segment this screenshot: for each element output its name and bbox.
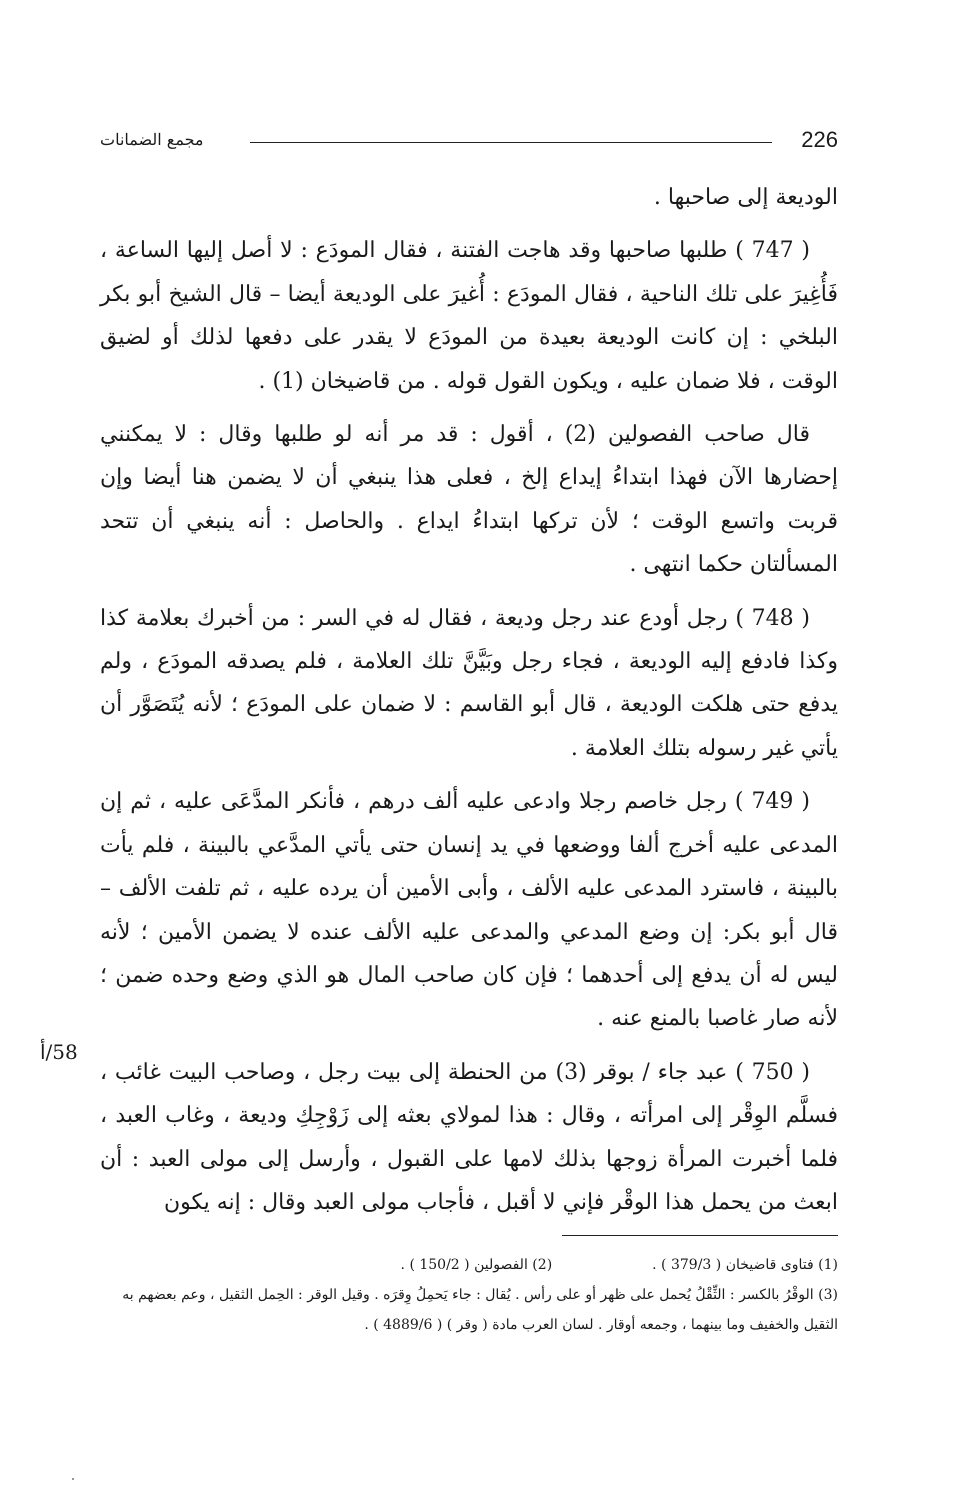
paragraph-continuation: الوديعة إلى صاحبها .	[653, 185, 838, 210]
footnote-row	[100, 1250, 838, 1280]
paragraph-749: ( 749 ) رجل خاصم رجلا وادعى عليه ألف درهم ، فأنكر المدَّعَى عليه ، ثم إن المدعى عليه أخرج ألفا ووضعها في يد إنسان حتى يأتي المدَّعي بالبينة ، فلم يأت بالبينة ، فاسترد المدعى عليه الألف ، وأبى الأمين أن يرده عليه ، ثم تلفت الألف – قال أبو بكر: إن وضع المدعي والمدعى عليه الألف عنده لا يضمن الأمين ؛ لأنه ليس له أن يدفع إلى أحدهما ؛ فإن كان صاحب المال هو الذي وضع وحده ضمن ؛ لأنه صار غاصبا بالمنع عنه .	[100, 789, 838, 1032]
page-number: 226	[801, 127, 838, 152]
header-rule	[250, 142, 772, 143]
paragraph-748: ( 748 ) رجل أودع عند رجل وديعة ، فقال له في السر : من أخبرك بعلامة كذا وكذا فادفع إليه الوديعة ، فجاء رجل وبَيَّنَّ تلك العلامة ، فلم يصدقه المودَع ، ولم يدفع حتى هلكت الوديعة ، قال أبو القاسم : لا ضمان على المودَع ؛ لأنه يُتَصَوَّر أن يأتي غير رسوله بتلك العلامة .	[100, 605, 838, 761]
body-text	[100, 176, 838, 1224]
footnote-2: (2) الفصولين ( 150/2 ) .	[400, 1257, 553, 1273]
paragraph-747: ( 747 ) طلبها صاحبها وقد هاجت الفتنة ، فقال المودَع : لا أصل إليها الساعة ، فَأُغِيرَ على تلك الناحية ، فقال المودَع : أُغيرَ على الوديعة أيضا – قال الشيخ أبو بكر البلخي : إن كانت الوديعة بعيدة من المودَع لا يقدر على دفعها لذلك أو لضيق الوقت ، فلا ضمان عليه ، ويكون القول قوله . من قاضيخان (1) .	[100, 238, 839, 394]
footnote-rule	[562, 1235, 838, 1236]
book-title: مجمع الضمانات	[100, 130, 204, 149]
paragraph-commentary: قال صاحب الفصولين (2) ، أقول : قد مر أنه لو طلبها وقال : لا يمكنني إحضارها الآن فهذا ابتداءُ إيداع إلخ ، فعلى هذا ينبغي أن لا يضمن هنا أيضا وإن قربت واتسع الوقت ؛ لأن تركها ابتداءُ ايداع . والحاصل : أنه ينبغي أن تتحد المسألتان حكما انتهى .	[100, 422, 838, 578]
footnotes	[100, 1250, 838, 1340]
paragraph-750: ( 750 ) عبد جاء / بوقر (3) من الحنطة إلى بيت رجل ، وصاحب البيت غائب ، فسلَّم الوِقْر إلى امرأته ، وقال : هذا لمولاي بعثه إلى زَوْجِكِ وديعة ، وغاب العبد ، فلما أخبرت المرأة زوجها بذلك لامها على القبول ، وأرسل إلى مولى العبد : أن ابعث من يحمل هذا الوقْر فإني لا أقبل ، فأجاب مولى العبد وقال : إنه يكون	[100, 1059, 838, 1215]
manuscript-folio-note: 58/أ	[40, 1040, 78, 1064]
footnote-3: (3) الوقْرُ بالكسر : الثِّقْلُ يُحمل على ظهر أو على رأس . يُقال : جاء يَحمِلُ وِقرَه . وقيل الوقر : الحِمل الثقيل ، وعم بعضهم به الثقيل والخفيف وما بينهما ، وجمعه أوقار . لسان العرب مادة ( وقر ) ( 4889/6 ) .	[122, 1287, 838, 1333]
footnote-1: (1) فتاوى قاضيخان ( 379/3 ) .	[652, 1257, 838, 1273]
running-header	[100, 122, 838, 158]
page-speck	[72, 1478, 74, 1480]
